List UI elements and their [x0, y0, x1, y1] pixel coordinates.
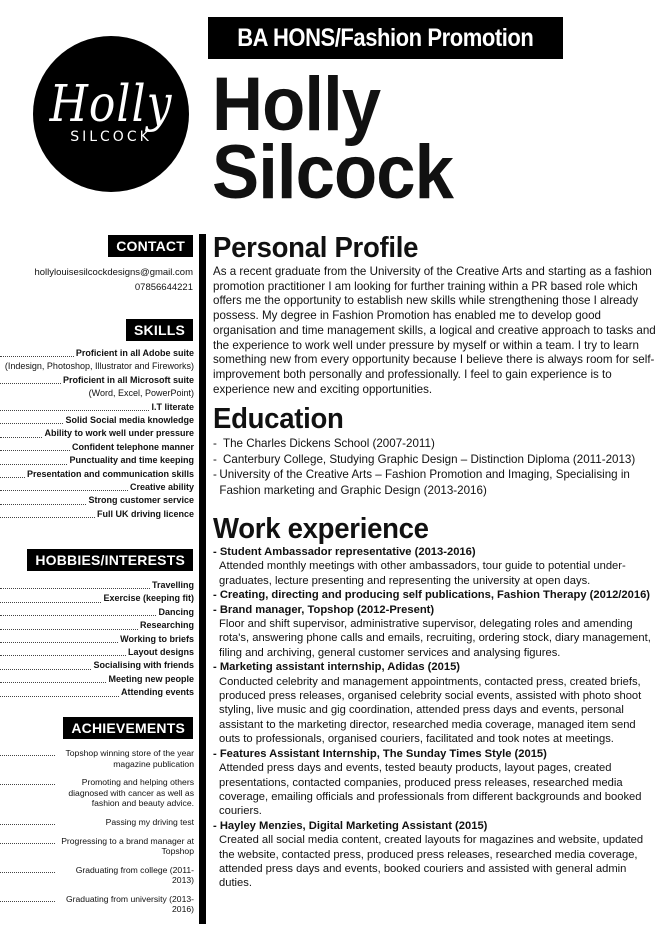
education-label: University of the Creative Arts – Fashion Promotion and Imaging, Specialising in Fashion marketing and Graphic Design (2013-2016) [219, 468, 630, 497]
skill-label: Punctuality and time keeping [69, 455, 194, 466]
skill-label: Confident telephone manner [71, 441, 194, 452]
skills-list [0, 347, 194, 521]
skill-label: Creative ability [129, 482, 194, 493]
hobby-item [0, 592, 194, 605]
bullet-dash: - [213, 468, 217, 481]
skill-item [0, 427, 194, 440]
hobby-label: Researching [139, 620, 194, 631]
degree-title: BA HONS/Fashion Promotion [237, 23, 534, 52]
skill-item [0, 468, 194, 481]
hobby-item [0, 619, 194, 632]
work-entry-description: Attended press days and events, tested beauty products, layout pages, created presentations, contacted companies, produced press releases, researched media coverage, emailing officials and professionals from different backgrounds and booked couriers. [219, 762, 642, 818]
contact-details [34, 265, 193, 295]
education-list [213, 436, 653, 498]
skill-item [0, 374, 194, 387]
contact-phone[interactable]: 07856644221 [134, 282, 193, 293]
education-item [213, 452, 653, 468]
skill-label: Ability to work well under pressure [44, 428, 194, 439]
hobby-item [0, 686, 194, 699]
achievement-label: Promoting and helping others diagnosed with cancer as well as fashion and beauty advice. [68, 777, 194, 808]
skill-label: Full UK driving licence [96, 508, 194, 519]
dotted-leader [0, 646, 126, 656]
dotted-leader [0, 347, 74, 357]
hobby-item [0, 633, 194, 646]
achievement-item [0, 817, 194, 828]
hobby-label: Dancing [158, 606, 194, 617]
skill-item [0, 360, 194, 373]
dotted-leader [0, 817, 55, 825]
achievements-list [0, 748, 194, 923]
skill-label: Presentation and communication skills [26, 468, 194, 479]
skill-item [0, 401, 194, 414]
dotted-leader [0, 748, 55, 756]
hobbies-heading: HOBBIES/INTERESTS [27, 549, 193, 571]
hobbies-list [0, 579, 194, 700]
hobby-label: Socialising with friends [93, 660, 194, 671]
dotted-leader [0, 579, 150, 589]
logo-script: Holly [49, 75, 173, 134]
work-entry [213, 747, 659, 819]
work-entry-title: - Hayley Menzies, Digital Marketing Assistant (2015) [213, 819, 488, 832]
skill-label: I.T literate [151, 401, 194, 412]
dotted-leader [0, 454, 67, 464]
work-entry-title: - Brand manager, Topshop (2012-Present) [213, 603, 435, 616]
dotted-leader [0, 633, 118, 643]
profile-text: As a recent graduate from the University of the Creative Arts and starting as a fashion promotion practitioner I am looking for further training within a PR based role which offers me the opportunity to establish new skills while strengthening those I already possess. My degree in Fashion Promotion has enabled me to develop good organisation and time management skills, a logical and creative approach to tasks and the experience to work well under pressure by myself or within a team. I try to learn something new from every opportunity because I believe there is always room for self-improvement both personally and professionally. I feel to gain experience is to experience new and exciting opportunities. [213, 265, 656, 396]
bullet-dash: - [213, 437, 217, 450]
hobby-label: Travelling [151, 580, 194, 590]
skill-item [0, 414, 194, 427]
hobby-label: Attending events [120, 687, 194, 698]
dotted-leader [0, 592, 101, 602]
work-entry-title: - Features Assistant Internship, The Sunday Times Style (2015) [213, 747, 547, 760]
dotted-leader [0, 606, 156, 616]
achievement-item [0, 894, 194, 915]
work-entry-description: Conducted celebrity and management appointments, contacted press, created briefs, produced press releases, organised celebrity social events, assisted with photo shoot styling, live music and gig coordination, attended press days and events, personal assistant to the marketing director, researched media coverage, managed item send outs to professionals, organised couriers, facilitated and took notes at meetings. [219, 675, 642, 746]
first-name: Holly [212, 62, 381, 147]
dotted-leader [0, 374, 61, 384]
hobby-item [0, 606, 194, 619]
education-item [213, 467, 653, 498]
education-title: Education [213, 403, 344, 435]
dotted-leader [0, 508, 95, 518]
dotted-leader [0, 777, 55, 785]
dotted-leader [0, 468, 25, 478]
skill-label: Strong customer service [88, 495, 194, 506]
skill-item [0, 441, 194, 454]
dotted-leader [0, 894, 55, 902]
achievement-item [0, 748, 194, 769]
dotted-leader [0, 414, 63, 424]
achievement-label: Topshop winning store of the year magazine publication [65, 748, 194, 769]
hobby-item [0, 673, 194, 686]
hobby-label: Layout designs [127, 647, 194, 658]
skill-label: Proficient in all Adobe suite [75, 348, 194, 358]
work-title: Work experience [213, 513, 429, 545]
work-entry [213, 545, 659, 588]
achievement-item [0, 777, 194, 809]
work-entry [213, 819, 659, 891]
education-label: Canterbury College, Studying Graphic Design – Distinction Diploma (2011-2013) [223, 452, 636, 466]
skill-label: (Indesign, Photoshop, Illustrator and Fireworks) [4, 361, 194, 372]
achievement-label: Passing my driving test [105, 816, 194, 827]
hobby-item [0, 659, 194, 672]
hobby-item [0, 579, 194, 592]
profile-title: Personal Profile [213, 232, 419, 264]
dotted-leader [0, 686, 119, 696]
dotted-leader [0, 865, 55, 873]
contact-email[interactable]: hollylouisesilcockdesigns@gmail.com [34, 267, 193, 278]
column-divider [199, 234, 206, 924]
achievements-heading: ACHIEVEMENTS [63, 717, 193, 739]
achievement-label: Graduating from university (2013-2016) [65, 893, 194, 914]
last-name: Silcock [212, 130, 454, 215]
skill-item [0, 508, 194, 521]
hobby-label: Meeting new people [108, 673, 194, 684]
dotted-leader [0, 494, 86, 504]
work-entry [213, 603, 659, 661]
bullet-dash: - [213, 452, 217, 466]
skills-heading: SKILLS [126, 319, 193, 341]
contact-heading: CONTACT [108, 235, 193, 257]
work-entry-title: - Creating, directing and producing self publications, Fashion Therapy (2012/2016) [213, 589, 651, 602]
education-label: The Charles Dickens School (2007-2011) [223, 437, 435, 450]
achievement-item [0, 836, 194, 857]
dotted-leader [0, 619, 138, 629]
skill-item [0, 481, 194, 494]
hobby-label: Working to briefs [120, 633, 194, 644]
work-entry-title: - Marketing assistant internship, Adidas (2015) [213, 661, 461, 674]
work-entry-description: Created all social media content, created layouts for magazines and website, updated the website, contacted press, produced press releases, researched media coverage, attended press days and events, booked couriers and assisted with general admin duties. [219, 834, 644, 890]
work-entry-description: Attended monthly meetings with other ambassadors, tour guide to potential under-graduates, lecture presenting and representing the university at open days. [219, 560, 626, 587]
achievement-label: Progressing to a brand manager at Topshop [61, 835, 194, 856]
work-list [213, 545, 659, 891]
skill-item [0, 494, 194, 507]
skill-item [0, 454, 194, 467]
education-item [213, 436, 653, 452]
skill-item [0, 347, 194, 360]
achievement-item [0, 865, 194, 886]
skill-label: Proficient in all Microsoft suite [62, 374, 194, 385]
work-entry-description: Floor and shift supervisor, administrative supervisor, delegating roles and amending rota's, answering phone calls and emails, recruiting, ordering stock, diary management, filing and archiving, general customer services and analysing figures. [219, 618, 651, 659]
dotted-leader [0, 401, 149, 411]
achievement-label: Graduating from college (2011-2013) [75, 864, 194, 885]
hobby-label: Exercise (keeping fit) [103, 593, 194, 604]
work-entry-title: - Student Ambassador representative (2013-2016) [213, 546, 476, 558]
dotted-leader [0, 673, 106, 683]
hobby-item [0, 646, 194, 659]
work-entry [213, 660, 659, 746]
skill-item [0, 387, 194, 400]
dotted-leader [0, 481, 128, 491]
dotted-leader [0, 441, 70, 451]
dotted-leader [0, 836, 55, 844]
dotted-leader [0, 659, 91, 669]
degree-banner [208, 17, 563, 59]
skill-label: (Word, Excel, PowerPoint) [88, 388, 194, 399]
logo [33, 36, 189, 192]
dotted-leader [0, 427, 42, 437]
logo-surname: SILCOCK [70, 129, 152, 145]
work-entry [213, 588, 659, 602]
skill-label: Solid Social media knowledge [65, 415, 194, 426]
